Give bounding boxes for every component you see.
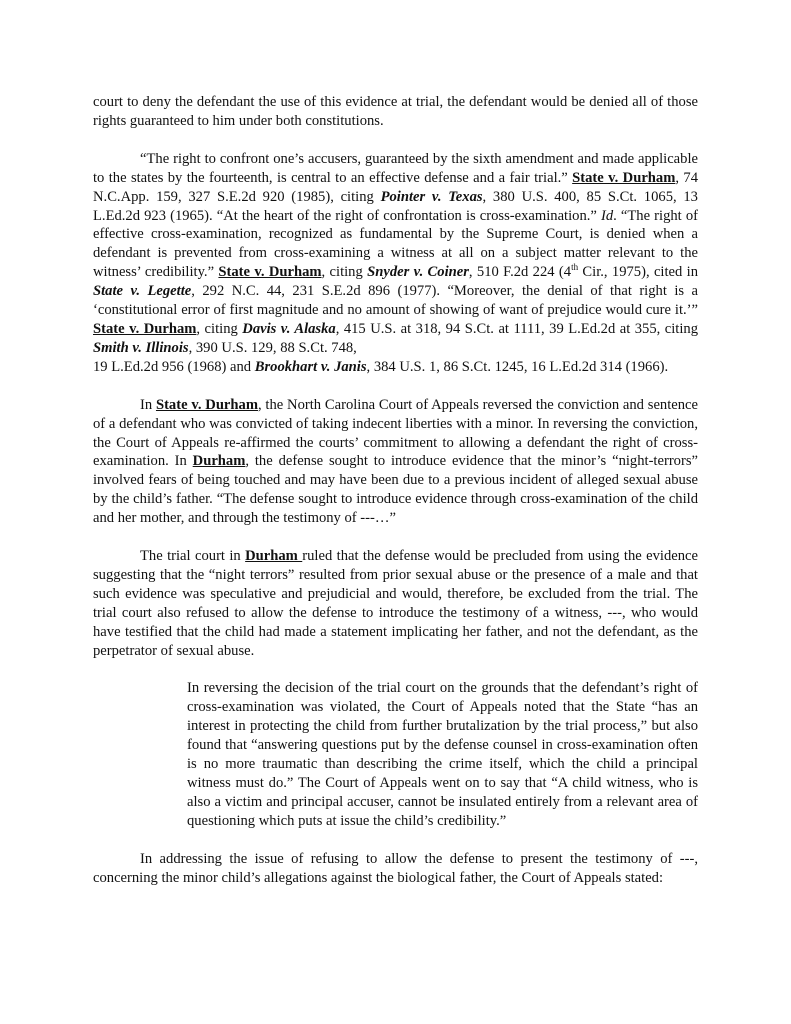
paragraph-gap <box>93 377 698 396</box>
case-citation-italic: Davis v. Alaska <box>242 320 336 337</box>
case-citation-underlined: Durham <box>192 453 246 470</box>
case-citation-underlined: State v. Durham <box>218 264 322 281</box>
text-run: , the North Carolina Court of Appeals reversed the conviction and sentence of a defendant who was convicted of taking indecent liberties with a minor. In reversing the conviction, the Court of Appeals re-affirmed the courts’ commitment to allowing a defendant the right of cross-examination. In <box>93 396 698 470</box>
text-run: court to deny the defendant the use of this evidence at trial, the defendant would be denied all of those rights guaranteed to him under both constitutions. <box>93 94 698 129</box>
paragraph-gap <box>93 528 698 547</box>
text-run: In addressing the issue of refusing to allow the defense to present the testimony of ---, concerning the minor child’s allegations against the biological father, the Court of Appeals stated: <box>93 850 698 886</box>
ordinal-superscript: th <box>571 262 579 273</box>
text-run: Cir., 1975), cited in <box>578 264 699 281</box>
text-run: The trial court in <box>140 548 246 565</box>
text-run: , 415 U.S. at 318, 94 S.Ct. at 1111, 39 L.Ed.2d at 355, citing <box>335 320 699 337</box>
text-run: , 510 F.2d 224 (4 <box>468 264 572 281</box>
text-run: , 292 N.C. 44, 231 S.E.2d 896 (1977). “Moreover, the denial of that right is a ‘constitutional error of first magnitude and no amount of showing of want of prejudice would cure it.’” <box>93 283 698 319</box>
italic-text: Id <box>600 207 614 224</box>
text-run: . “The right of effective cross-examination, recognized as fundamental by the Supreme Court, is denied when a defendant is prevented from cross-examining a witness at all on a subject matter relevant to the witness’ credibility.” <box>93 207 698 281</box>
paragraph-citation-continuation <box>93 358 698 377</box>
case-citation-underlined: State v. Durham <box>155 396 258 413</box>
document-page <box>93 93 698 888</box>
paragraph-continuation <box>93 93 698 131</box>
paragraph-gap <box>93 831 698 850</box>
paragraph-gap <box>93 660 698 679</box>
text-run: , 74 N.C.App. 159, 327 S.E.2d 920 (1985), citing <box>93 169 699 205</box>
text-run: , 384 U.S. 1, 86 S.Ct. 1245, 16 L.Ed.2d 314 (1966). <box>366 358 669 375</box>
text-run: , 390 U.S. 129, 88 S.Ct. 748, <box>188 339 357 356</box>
text-run: “The right to confront one’s accusers, guaranteed by the sixth amendment and made applicable to the states by the fourteenth, is central to an effective defense and a fair trial.” <box>93 150 698 186</box>
case-citation-italic: State v. Legette <box>93 283 192 300</box>
block-quote-court-of-appeals <box>187 679 698 830</box>
paragraph-durham-summary <box>93 396 698 528</box>
text-run: , 380 U.S. 400, 85 S.Ct. 1065, 13 L.Ed.2d 923 (1965). “At the heart of the right of confrontation is cross-examination.” <box>93 188 698 224</box>
case-citation-underlined: State v. Durham <box>572 169 676 186</box>
text-run: , the defense sought to introduce evidence that the minor’s “night-terrors” involved fears of being touched and may have been due to a previous incident of alleged sexual abuse by the child’s father. “The defense sought to introduce evidence through cross-examination of the child and her mother, and through the testimony of ---…” <box>93 453 698 527</box>
case-citation-underlined: Durham <box>245 548 303 565</box>
text-run: , citing <box>196 320 243 337</box>
case-citation-italic: Snyder v. Coiner <box>367 264 469 281</box>
case-citation-italic: Pointer v. Texas <box>380 188 483 205</box>
text-run: ruled that the defense would be precluded from using the evidence suggesting that the “night terrors” resulted from prior sexual abuse or the presence of a male and that such evidence was speculative and prejudicial and would, therefore, be excluded from the trial. The trial court also refused to allow the defense to introduce the testimony of a witness, ---, who would have testified that the child had made a statement implicating her father, and not the defendant, as the perpetrator of sexual abuse. <box>93 548 698 659</box>
paragraph-confrontation-right <box>93 150 698 358</box>
text-run: In <box>140 396 156 413</box>
text-run: , citing <box>321 264 368 281</box>
paragraph-addressing-testimony <box>93 850 698 888</box>
case-citation-italic: Smith v. Illinois <box>93 339 189 356</box>
case-citation-underlined: State v. Durham <box>93 320 197 337</box>
paragraph-gap <box>93 131 698 150</box>
paragraph-trial-court-ruling <box>93 547 698 660</box>
text-run: 19 L.Ed.2d 956 (1968) and <box>93 358 255 375</box>
case-citation-italic: Brookhart v. Janis <box>254 358 367 375</box>
text-run: In reversing the decision of the trial court on the grounds that the defendant’s right of cross-examination was violated, the Court of Appeals noted that the State “has an interest in protecting the child from further brutalization by the trial process,” but also found that “answering questions put by the defense counsel in cross-examination often is no more traumatic than describing the crime itself, which the child a principal witness must do.” The Court of Appeals went on to say that “A child witness, who is also a victim and principal accuser, cannot be insulated entirely from a relevant area of questioning which puts at issue the child’s credibility.” <box>187 680 698 829</box>
